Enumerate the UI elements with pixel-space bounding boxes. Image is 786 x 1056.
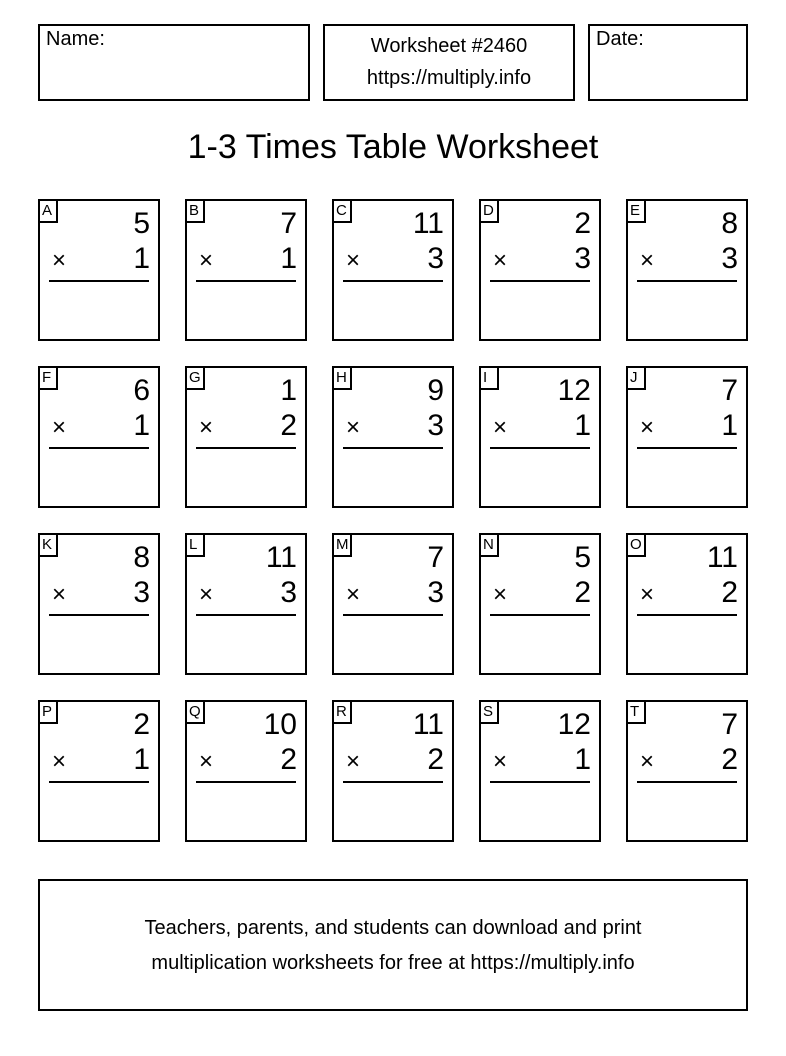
multiplier: 2 [280,409,297,442]
problem-letter: L [185,533,205,557]
problem-card [479,700,601,842]
times-sign: × [346,581,361,608]
times-sign: × [493,414,508,441]
times-sign: × [52,748,67,775]
problem-letter: J [626,366,646,390]
worksheet-url[interactable]: https://multiply.info [366,67,532,89]
problem-letter: G [185,366,205,390]
multiplicand: 5 [133,207,150,240]
multiplicand: 12 [557,708,591,741]
footer-box [38,879,748,1011]
answer-line [637,781,737,783]
problem-card [332,700,454,842]
problem-letter: R [332,700,352,724]
multiplicand: 7 [721,708,738,741]
multiplier: 3 [721,242,738,275]
multiplier: 1 [721,409,738,442]
answer-line [637,280,737,282]
multiplier: 3 [280,576,297,609]
answer-line [343,447,443,449]
times-sign: × [640,414,655,441]
problem-card [626,199,748,341]
multiplicand: 6 [133,374,150,407]
multiplicand: 11 [265,541,297,574]
problem-letter: E [626,199,646,223]
problem-card [185,700,307,842]
answer-line [490,614,590,616]
multiplicand: 8 [721,207,738,240]
answer-line [490,280,590,282]
problem-letter: H [332,366,352,390]
times-sign: × [346,247,361,274]
problem-letter: O [626,533,646,557]
name-label: Name: [46,28,105,50]
multiplicand: 2 [133,708,150,741]
problem-letter: A [38,199,58,223]
page-title: 1-3 Times Table Worksheet [187,128,599,166]
multiplier: 2 [427,743,444,776]
times-sign: × [52,247,67,274]
multiplicand: 11 [412,708,444,741]
multiplicand: 5 [574,541,591,574]
multiplicand: 9 [427,374,444,407]
answer-line [49,781,149,783]
problem-letter: T [626,700,646,724]
answer-line [49,280,149,282]
problem-card [332,366,454,508]
multiplicand: 1 [280,374,297,407]
times-sign: × [640,748,655,775]
multiplier: 1 [133,409,150,442]
problem-letter: C [332,199,352,223]
multiplier: 1 [280,242,297,275]
problem-card [626,533,748,675]
times-sign: × [493,581,508,608]
answer-line [490,447,590,449]
problem-card [38,366,160,508]
footer-line-2: multiplication worksheets for free at https://multiply.info [151,952,635,974]
problem-card [38,199,160,341]
problem-card [185,199,307,341]
times-sign: × [199,748,214,775]
multiplicand: 7 [427,541,444,574]
problem-card [38,700,160,842]
worksheet-number: Worksheet #2460 [370,35,528,57]
problem-letter: M [332,533,352,557]
multiplicand: 7 [280,207,297,240]
answer-line [49,614,149,616]
problem-letter: B [185,199,205,223]
problem-letter: Q [185,700,205,724]
multiplier: 1 [133,743,150,776]
answer-line [637,447,737,449]
answer-line [196,447,296,449]
times-sign: × [199,247,214,274]
answer-line [196,781,296,783]
problem-card [185,533,307,675]
times-sign: × [493,748,508,775]
multiplicand: 8 [133,541,150,574]
times-sign: × [199,414,214,441]
problem-card [626,366,748,508]
multiplier: 2 [721,743,738,776]
problem-card [185,366,307,508]
times-sign: × [52,414,67,441]
answer-line [343,280,443,282]
problem-card [332,533,454,675]
times-sign: × [199,581,214,608]
problem-letter: S [479,700,499,724]
problem-card [479,199,601,341]
problem-card [38,533,160,675]
multiplicand: 12 [557,374,591,407]
multiplicand: 11 [412,207,444,240]
answer-line [196,614,296,616]
answer-line [343,614,443,616]
multiplier: 1 [574,409,591,442]
multiplier: 2 [280,743,297,776]
footer-line-1: Teachers, parents, and students can download and print [144,917,642,939]
multiplier: 3 [427,242,444,275]
times-sign: × [493,247,508,274]
multiplicand: 10 [263,708,297,741]
times-sign: × [346,414,361,441]
problem-letter: N [479,533,499,557]
times-sign: × [640,581,655,608]
times-sign: × [52,581,67,608]
date-label: Date: [596,28,644,50]
answer-line [637,614,737,616]
answer-line [343,781,443,783]
problem-card [479,366,601,508]
multiplier: 3 [427,409,444,442]
times-sign: × [640,247,655,274]
answer-line [490,781,590,783]
problem-letter: F [38,366,58,390]
multiplier: 2 [721,576,738,609]
answer-line [49,447,149,449]
multiplier: 3 [133,576,150,609]
problem-card [626,700,748,842]
multiplier: 1 [133,242,150,275]
multiplicand: 7 [721,374,738,407]
problem-letter: D [479,199,499,223]
multiplier: 2 [574,576,591,609]
problem-letter: P [38,700,58,724]
multiplier: 3 [427,576,444,609]
multiplier: 3 [574,242,591,275]
problem-card [479,533,601,675]
problem-letter: I [479,366,499,390]
times-sign: × [346,748,361,775]
multiplicand: 2 [574,207,591,240]
problem-card [332,199,454,341]
multiplicand: 11 [706,541,738,574]
problem-letter: K [38,533,58,557]
answer-line [196,280,296,282]
multiplier: 1 [574,743,591,776]
